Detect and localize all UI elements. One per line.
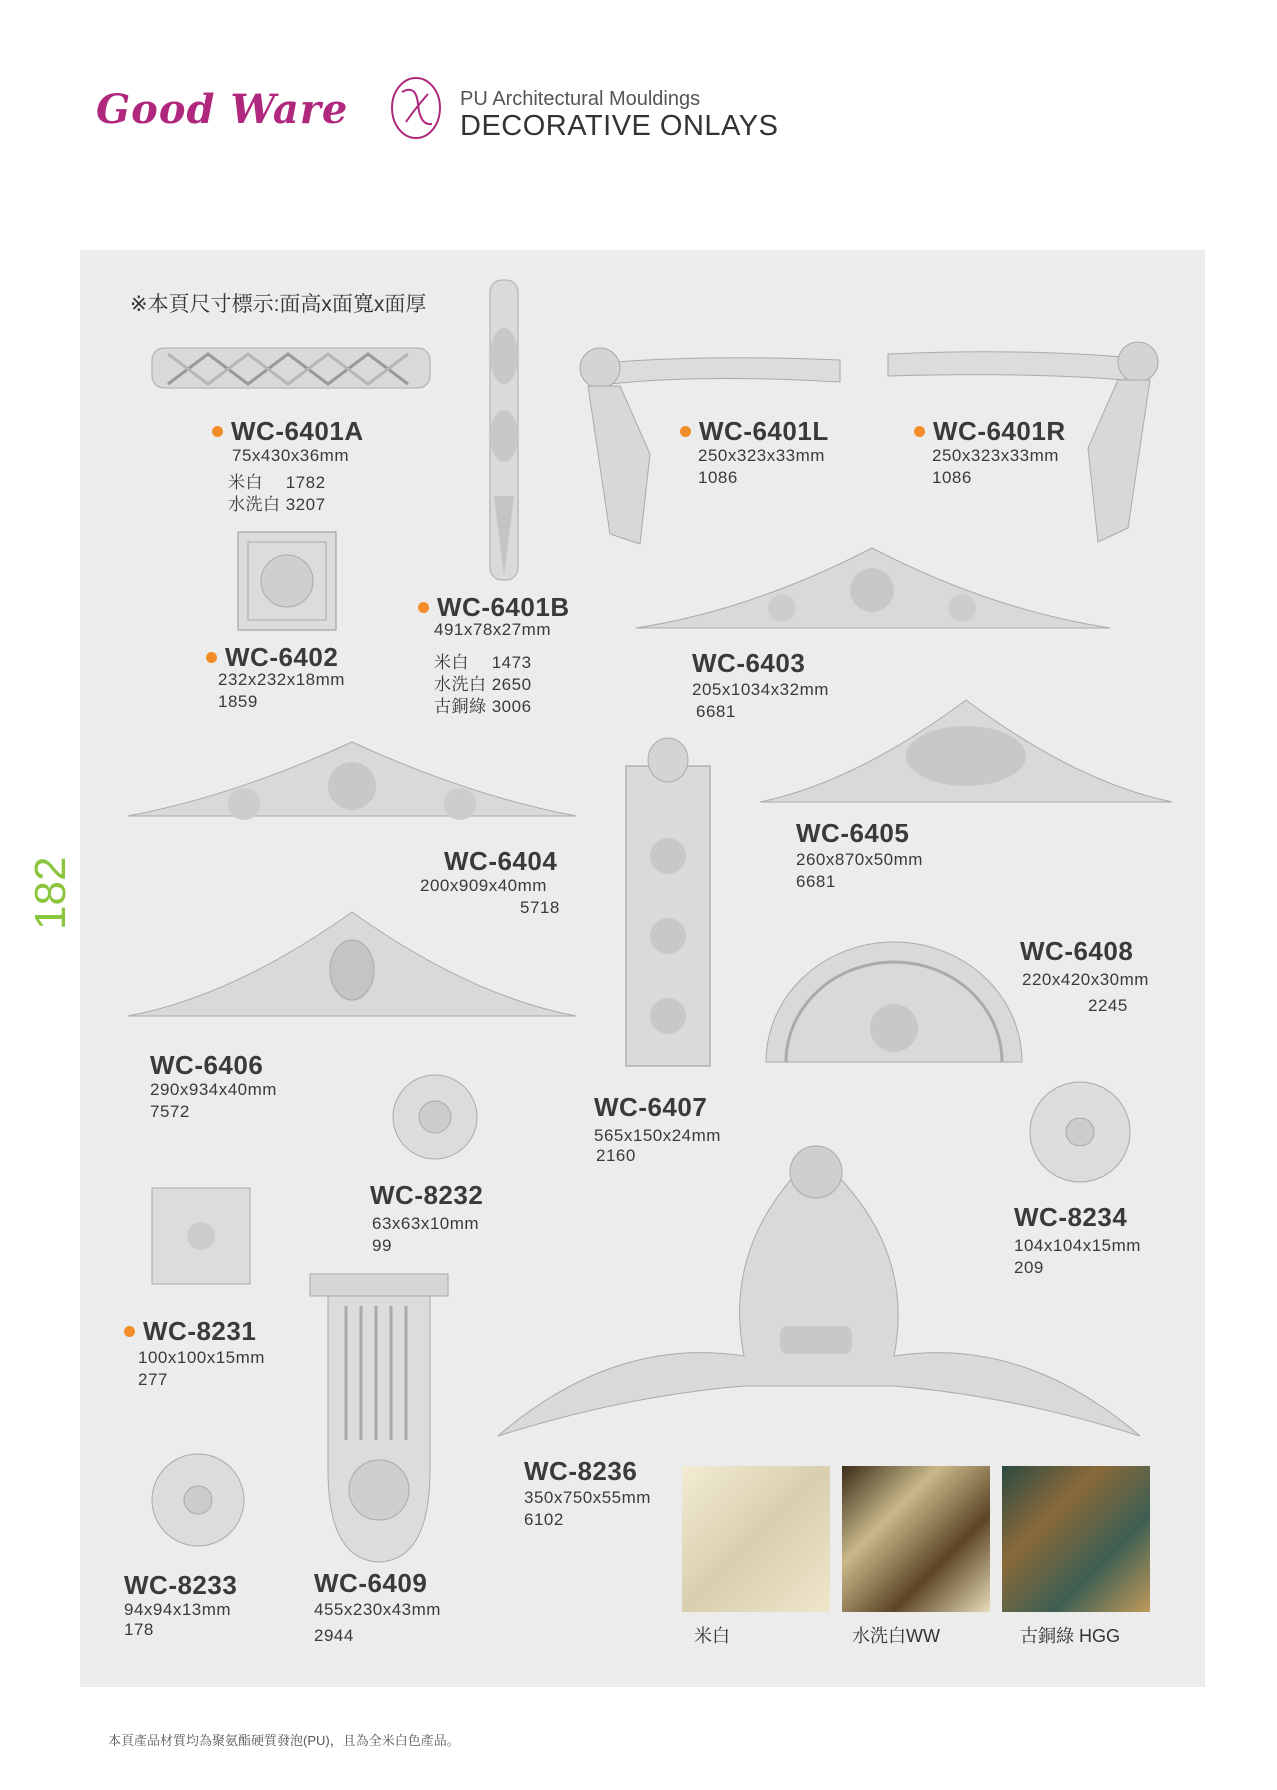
product-code: WC-6409 xyxy=(314,1568,428,1598)
product-price: 米白 1782 xyxy=(228,473,326,492)
product-code: WC-8232 xyxy=(370,1180,484,1210)
product-code: WC-6401R xyxy=(914,416,1066,447)
product-code: WC-6401A xyxy=(212,416,364,447)
bullet-dot-icon xyxy=(914,426,925,437)
footer-note: 本頁產品材質均為聚氨酯硬質發泡(PU)，且為全米白色產品。 xyxy=(108,1733,460,1748)
header-title: DECORATIVE ONLAYS xyxy=(460,110,779,142)
product-price: 古銅綠 3006 xyxy=(434,697,532,716)
product-code: WC-6404 xyxy=(444,846,558,876)
product-code: WC-6401B xyxy=(418,592,570,623)
product-price: 178 xyxy=(124,1620,154,1639)
product-price: 7572 xyxy=(150,1102,190,1121)
bullet-dot-icon xyxy=(124,1326,135,1337)
wc-6401b-image xyxy=(478,276,530,586)
wc-8232-image xyxy=(390,1072,480,1162)
product-price: 1086 xyxy=(932,468,972,487)
product-size: 350x750x55mm xyxy=(524,1488,651,1507)
header-subtitle: PU Architectural Mouldings xyxy=(460,88,701,110)
product-price: 6102 xyxy=(524,1510,564,1529)
wc-6404-image xyxy=(124,736,580,836)
product-size: 290x934x40mm xyxy=(150,1080,277,1099)
product-size: 232x232x18mm xyxy=(218,670,345,689)
product-price: 6681 xyxy=(796,872,836,891)
wc-6409-image xyxy=(306,1270,452,1566)
product-size: 565x150x24mm xyxy=(594,1126,721,1145)
wc-6402-image xyxy=(236,530,338,632)
swatch-label: 米白 xyxy=(694,1626,730,1646)
product-price: 2160 xyxy=(596,1146,636,1165)
dimension-note: ※本頁尺寸標示:面高x面寬x面厚 xyxy=(130,293,427,316)
product-size: 100x100x15mm xyxy=(138,1348,265,1367)
product-code: WC-8231 xyxy=(124,1316,256,1347)
wc-8231-image xyxy=(148,1184,254,1288)
product-code: WC-6408 xyxy=(1020,936,1134,966)
wc-8236-image xyxy=(494,1136,1144,1444)
wc-6408-image xyxy=(762,938,1026,1066)
wc-6403-image xyxy=(632,540,1114,644)
product-price: 水洗白 2650 xyxy=(434,675,532,694)
bullet-dot-icon xyxy=(418,602,429,613)
product-price: 1086 xyxy=(698,468,738,487)
brand-logo-text: Good Ware xyxy=(96,86,349,133)
bullet-dot-icon xyxy=(680,426,691,437)
wc-6406-image xyxy=(124,906,580,1046)
product-code: WC-6407 xyxy=(594,1092,708,1122)
swatch-label: 水洗白WW xyxy=(852,1626,940,1646)
product-size: 94x94x13mm xyxy=(124,1600,232,1619)
product-price: 2944 xyxy=(314,1626,354,1645)
product-size: 220x420x30mm xyxy=(1022,970,1149,989)
page-number: 182 xyxy=(26,856,75,930)
swatch-bronze-green xyxy=(1002,1466,1150,1612)
product-price: 米白 1473 xyxy=(434,653,532,672)
wc-6407-image xyxy=(622,736,714,1084)
swatch-washed-white xyxy=(842,1466,990,1612)
product-size: 250x323x33mm xyxy=(932,446,1059,465)
product-code: WC-8234 xyxy=(1014,1202,1128,1232)
product-price: 2245 xyxy=(1088,996,1128,1015)
product-code: WC-8233 xyxy=(124,1570,238,1600)
swatch-ivory xyxy=(682,1466,830,1612)
product-size: 260x870x50mm xyxy=(796,850,923,869)
product-price: 5718 xyxy=(520,898,560,917)
product-size: 455x230x43mm xyxy=(314,1600,441,1619)
wc-6405-image xyxy=(756,692,1176,824)
swatch-label: 古銅綠 HGG xyxy=(1020,1626,1121,1646)
product-code: WC-6405 xyxy=(796,818,910,848)
product-code: WC-8236 xyxy=(524,1456,638,1486)
brand-monogram-icon xyxy=(388,74,444,142)
product-size: 63x63x10mm xyxy=(372,1214,480,1233)
product-price: 6681 xyxy=(696,702,736,721)
product-size: 75x430x36mm xyxy=(232,446,350,465)
product-code: WC-6406 xyxy=(150,1050,264,1080)
product-price: 277 xyxy=(138,1370,168,1389)
product-code: WC-6402 xyxy=(206,642,338,673)
product-size: 205x1034x32mm xyxy=(692,680,829,699)
product-price: 1859 xyxy=(218,692,258,711)
product-code: WC-6403 xyxy=(692,648,806,678)
bullet-dot-icon xyxy=(206,652,217,663)
product-price: 水洗白 3207 xyxy=(228,495,326,514)
product-size: 491x78x27mm xyxy=(434,620,552,639)
product-price: 209 xyxy=(1014,1258,1044,1277)
wc-6401a-image xyxy=(148,340,434,398)
product-size: 250x323x33mm xyxy=(698,446,825,465)
product-size: 104x104x15mm xyxy=(1014,1236,1141,1255)
wc-8233-image xyxy=(148,1450,248,1550)
product-size: 200x909x40mm xyxy=(420,876,547,895)
product-price: 99 xyxy=(372,1236,392,1255)
product-code: WC-6401L xyxy=(680,416,829,447)
bullet-dot-icon xyxy=(212,426,223,437)
